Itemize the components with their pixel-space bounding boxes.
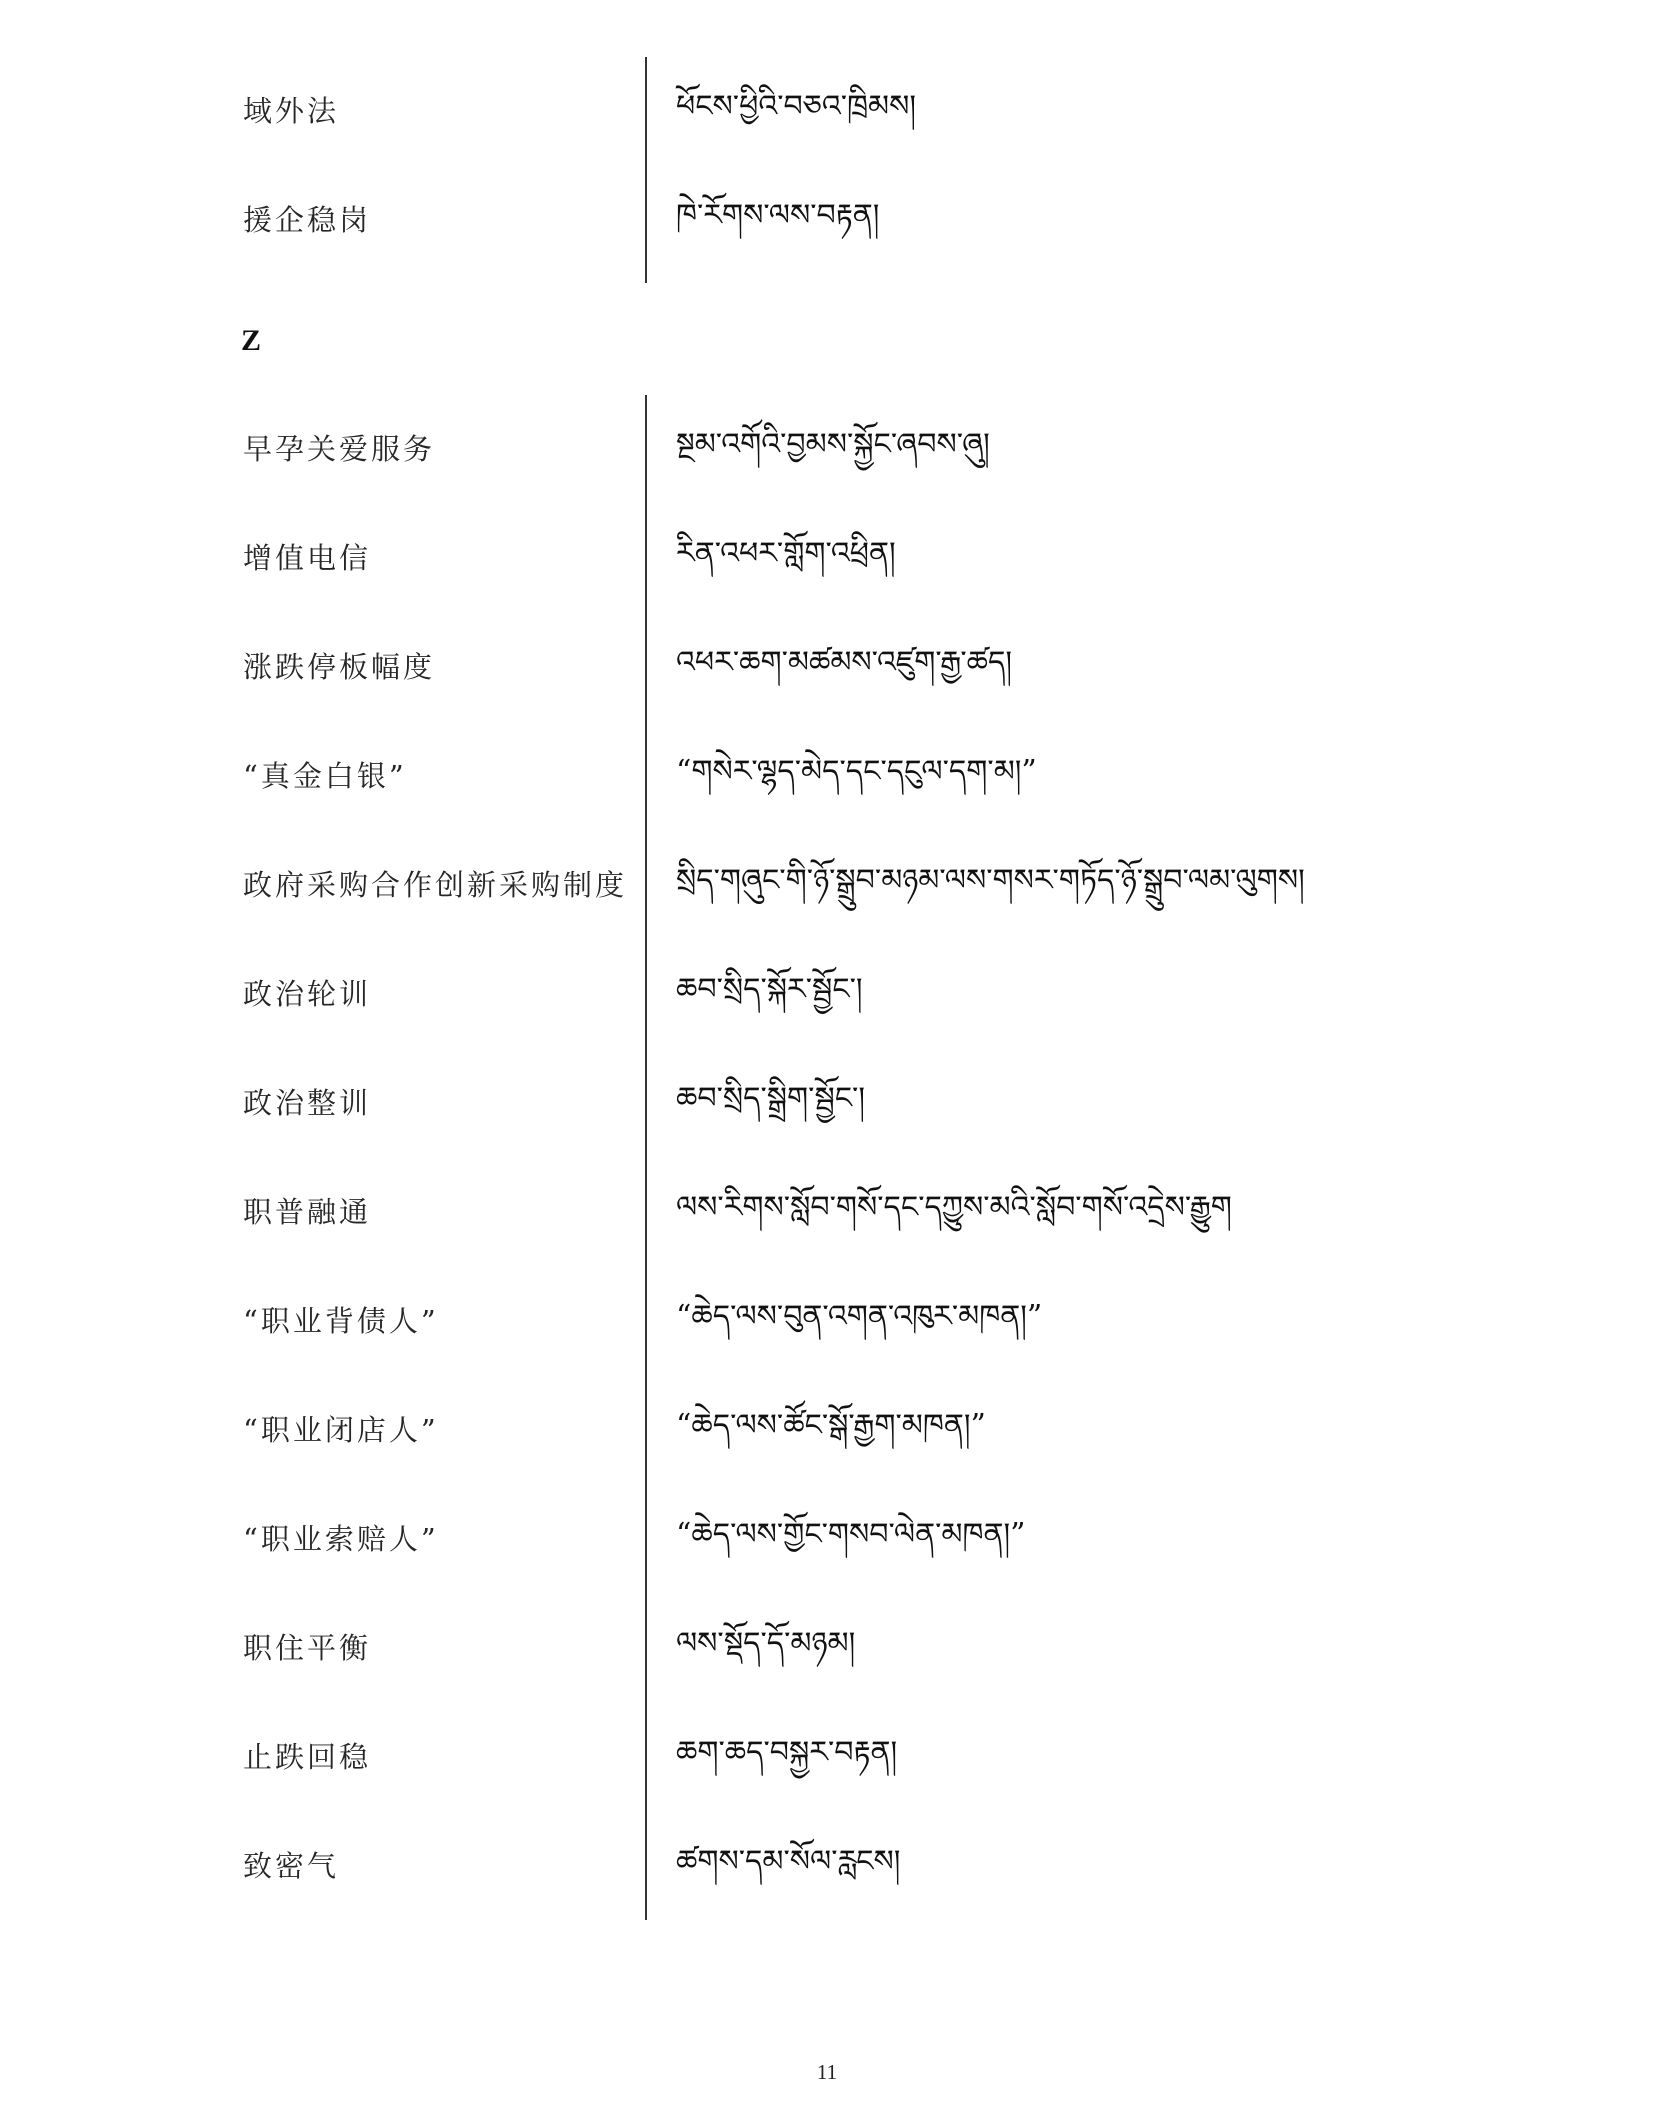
glossary-entry [0, 613, 1654, 721]
tibetan-translation: “ཆེད་ལས་ཚོང་སྒོ་རྒྱག་མཁན།” [676, 1408, 986, 1443]
tibetan-translation: ཆག་ཆད་བསྐྱར་བརྟན། [676, 1735, 898, 1770]
tibetan-translation: “ཆེད་ལས་བུན་འགན་འཁུར་མཁན།” [676, 1299, 1043, 1334]
page-number: 11 [816, 2060, 838, 2084]
tibetan-translation: ལས་རིགས་སློབ་གསོ་དང་དཀྱུས་མའི་སློབ་གསོ་འདྲེས་རྒྱུག [676, 1190, 1232, 1225]
glossary-entry [0, 1267, 1654, 1375]
chinese-term: 职普融通 [243, 1195, 372, 1229]
chinese-term: 援企稳岗 [243, 203, 372, 237]
glossary-entry [0, 166, 1654, 274]
glossary-entry [0, 722, 1654, 830]
tibetan-translation: འཕར་ཆག་མཚམས་འཛུག་རྒྱ་ཚད། [676, 645, 1013, 680]
glossary-entry [0, 1485, 1654, 1593]
glossary-entry [0, 1158, 1654, 1266]
chinese-term: 域外法 [243, 94, 340, 128]
tibetan-translation: སྔམ་འགོའི་བྱམས་སྐྱོང་ཞབས་ཞུ། [676, 427, 990, 462]
chinese-term: 致密气 [243, 1849, 340, 1883]
chinese-term: 政府采购合作创新采购制度 [243, 868, 628, 902]
chinese-term: 涨跌停板幅度 [243, 650, 436, 684]
glossary-entry [0, 1812, 1654, 1920]
glossary-entry [0, 57, 1654, 165]
chinese-term: “真金白银” [243, 759, 407, 793]
tibetan-translation: ཕོངས་ཕྱིའི་བཅའ་ཁྲིམས། [676, 89, 916, 124]
tibetan-translation: སྲིད་གཞུང་གི་ཉོ་སྒྲུབ་མཉམ་ལས་གསར་གཏོད་ཉོ་སྒྲུབ་ལམ་ལུགས། [676, 863, 1305, 898]
glossary-entry [0, 831, 1654, 939]
chinese-term: 早孕关爱服务 [243, 432, 436, 466]
chinese-term: 政治轮训 [243, 977, 372, 1011]
chinese-term: 止跌回稳 [243, 1740, 372, 1774]
section-letter-heading: Z [241, 324, 262, 357]
glossary-entry [0, 940, 1654, 1048]
tibetan-translation: “ཆེད་ལས་གྱོང་གསབ་ལེན་མཁན།” [676, 1517, 1026, 1552]
tibetan-translation: ཆབ་སྲིད་སྒྲིག་སྦྱོང་། [676, 1081, 865, 1116]
glossary-entry [0, 395, 1654, 503]
tibetan-translation: ཚགས་དམ་སོལ་རླངས། [676, 1844, 901, 1879]
glossary-section-z [0, 395, 1654, 1920]
chinese-term: “职业闭店人” [243, 1413, 439, 1447]
tibetan-translation: ལས་སྡོད་དོ་མཉམ། [676, 1626, 856, 1661]
glossary-entry [0, 504, 1654, 612]
glossary-entry [0, 1376, 1654, 1484]
tibetan-translation: ཁེ་རོགས་ལས་བརྟན། [676, 198, 880, 233]
chinese-term: 政治整训 [243, 1086, 372, 1120]
glossary-entry [0, 1594, 1654, 1702]
glossary-entry [0, 1049, 1654, 1157]
tibetan-translation: “གསེར་ལྷད་མེད་དང་དངུལ་དག་མ།” [676, 754, 1037, 789]
chinese-term: “职业背债人” [243, 1304, 439, 1338]
glossary-section-y-continued [0, 57, 1654, 283]
chinese-term: 职住平衡 [243, 1631, 372, 1665]
chinese-term: 增值电信 [243, 541, 372, 575]
glossary-entry [0, 1703, 1654, 1811]
tibetan-translation: ཆབ་སྲིད་སྐོར་སྦྱོང་། [676, 972, 863, 1007]
tibetan-translation: རིན་འཕར་གློག་འཕྲིན། [676, 536, 896, 571]
chinese-term: “职业索赔人” [243, 1522, 439, 1556]
